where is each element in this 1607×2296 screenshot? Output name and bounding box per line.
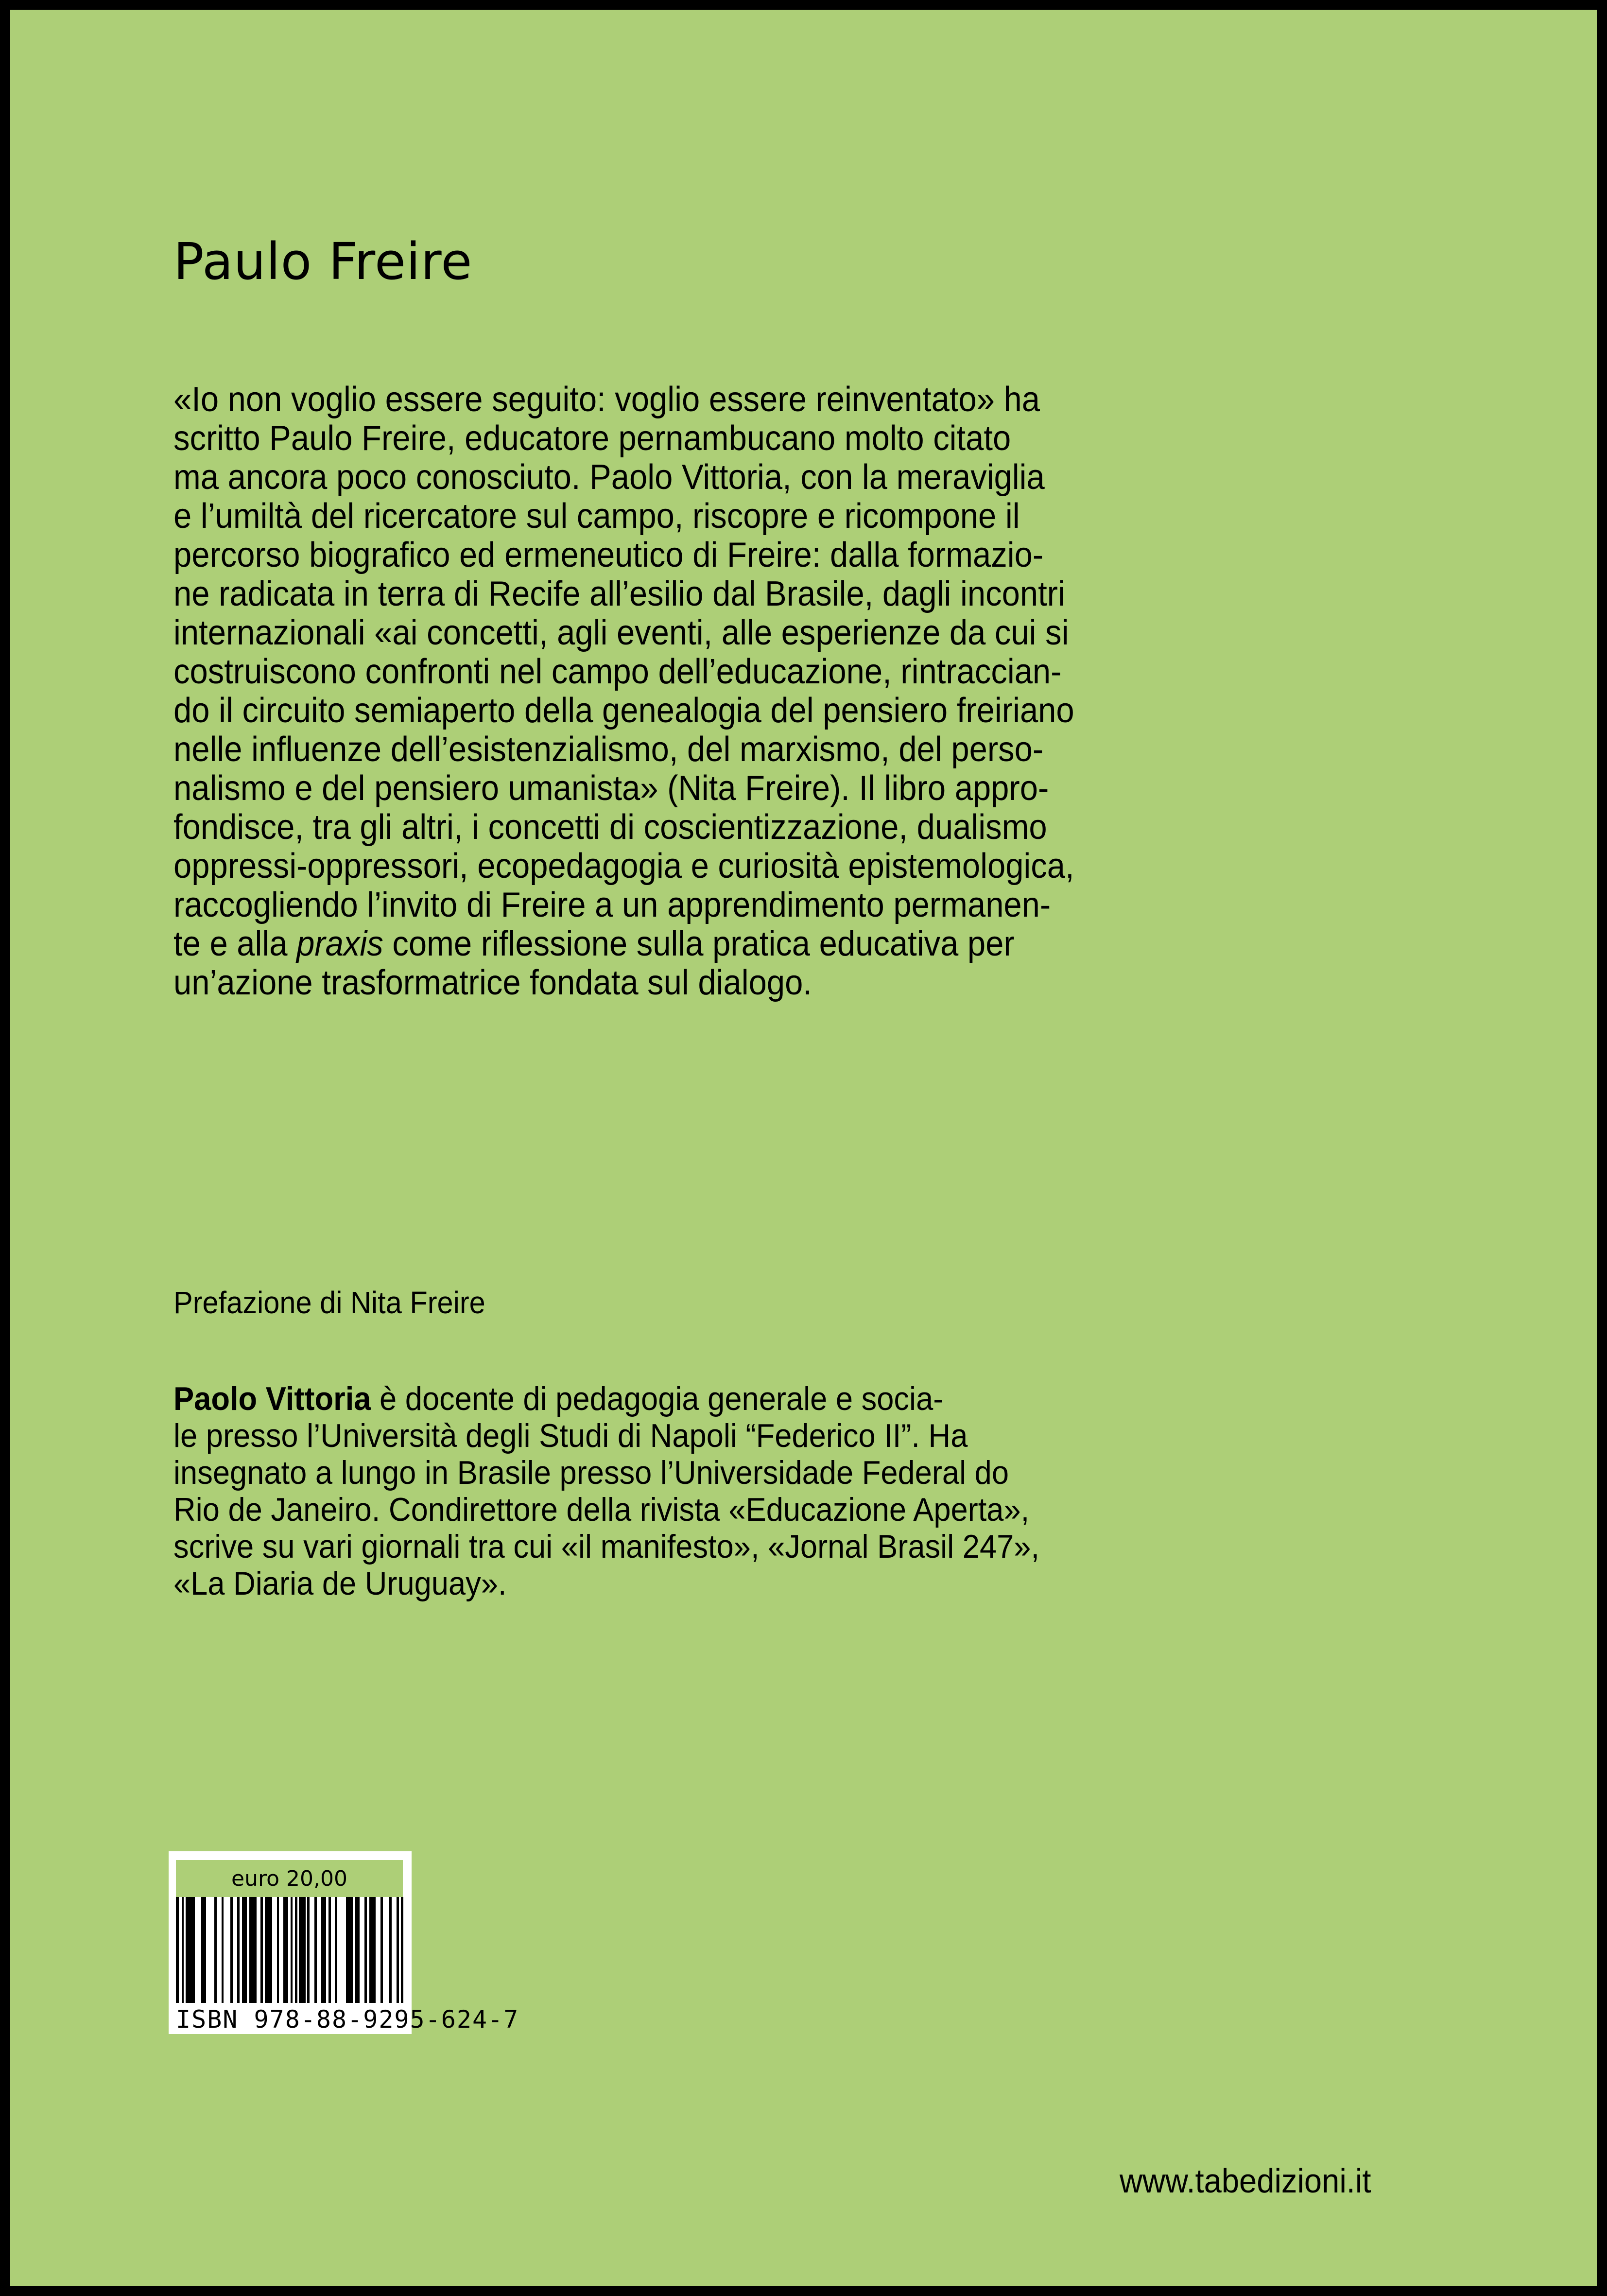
blurb-fragment: come riflessione sulla pratica educativa per bbox=[383, 924, 1015, 963]
author-name: Paolo Vittoria bbox=[173, 1380, 371, 1417]
author-bio bbox=[173, 1380, 1358, 1602]
blurb-line: e l’umiltà del ricercatore sul campo, riscopre e ricompone il bbox=[173, 497, 1020, 536]
bio-line: «La Diaria de Uruguay». bbox=[173, 1565, 507, 1602]
bio-line bbox=[173, 1380, 1358, 1417]
blurb-fragment: te e alla bbox=[173, 924, 297, 963]
blurb-line: nelle influenze dell’esistenzialismo, del marxismo, del perso- bbox=[173, 730, 1044, 769]
blurb-line: internazionali «ai concetti, agli eventi, alle esperienze da cui si bbox=[173, 613, 1069, 652]
bio-fragment: è docente di pedagogia generale e socia- bbox=[371, 1380, 944, 1417]
bio-line: insegnato a lungo in Brasile presso l’Universidade Federal do bbox=[173, 1454, 1009, 1491]
blurb-line: do il circuito semiaperto della genealogia del pensiero freiriano bbox=[173, 691, 1074, 730]
barcode-label bbox=[169, 1851, 519, 2034]
blurb-line: fondisce, tra gli altri, i concetti di coscientizzazione, dualismo bbox=[173, 808, 1047, 847]
bio-line: scrive su vari giornali tra cui «il manifesto», «Jornal Brasil 247», bbox=[173, 1528, 1040, 1565]
blurb-line: un’azione trasformatrice fondata sul dialogo. bbox=[173, 963, 812, 1002]
bio-line: le presso l’Università degli Studi di Napoli “Federico II”. Ha bbox=[173, 1417, 968, 1454]
blurb-line: scritto Paulo Freire, educatore pernambucano molto citato bbox=[173, 419, 1011, 458]
price-label: euro 20,00 bbox=[176, 1860, 403, 1897]
blurb-line: ne radicata in terra di Recife all’esilio dal Brasile, dagli incontri bbox=[173, 574, 1065, 613]
preface-credit: Prefazione di Nita Freire bbox=[173, 1285, 485, 1320]
blurb-line: raccogliendo l’invito di Freire a un apprendimento permanen- bbox=[173, 886, 1051, 924]
blurb-line: ma ancora poco conosciuto. Paolo Vittoria, con la meraviglia bbox=[173, 458, 1045, 497]
blurb-text bbox=[173, 380, 1358, 1002]
blurb-line: oppressi-oppressori, ecopedagogia e curiosità epistemologica, bbox=[173, 847, 1074, 886]
blurb-line: costruiscono confronti nel campo dell’educazione, rintraccian- bbox=[173, 652, 1062, 691]
bio-line: Rio de Janeiro. Condirettore della rivista «Educazione Aperta», bbox=[173, 1491, 1030, 1528]
praxis-italic: praxis bbox=[296, 924, 383, 963]
book-back-cover bbox=[10, 10, 1597, 2286]
book-title: Paulo Freire bbox=[173, 232, 473, 291]
publisher-website-link[interactable]: www.tabedizioni.it bbox=[1120, 2162, 1371, 2200]
isbn-number: ISBN 978-88-9295-624-7 bbox=[176, 2005, 519, 2034]
blurb-line: percorso biografico ed ermeneutico di Freire: dalla formazio- bbox=[173, 536, 1044, 574]
blurb-line bbox=[173, 924, 1358, 963]
blurb-line: «Io non voglio essere seguito: voglio essere reinventato» ha bbox=[173, 380, 1040, 419]
barcode-bars-icon bbox=[176, 1897, 403, 2003]
blurb-line: nalismo e del pensiero umanista» (Nita Freire). Il libro appro- bbox=[173, 769, 1049, 808]
